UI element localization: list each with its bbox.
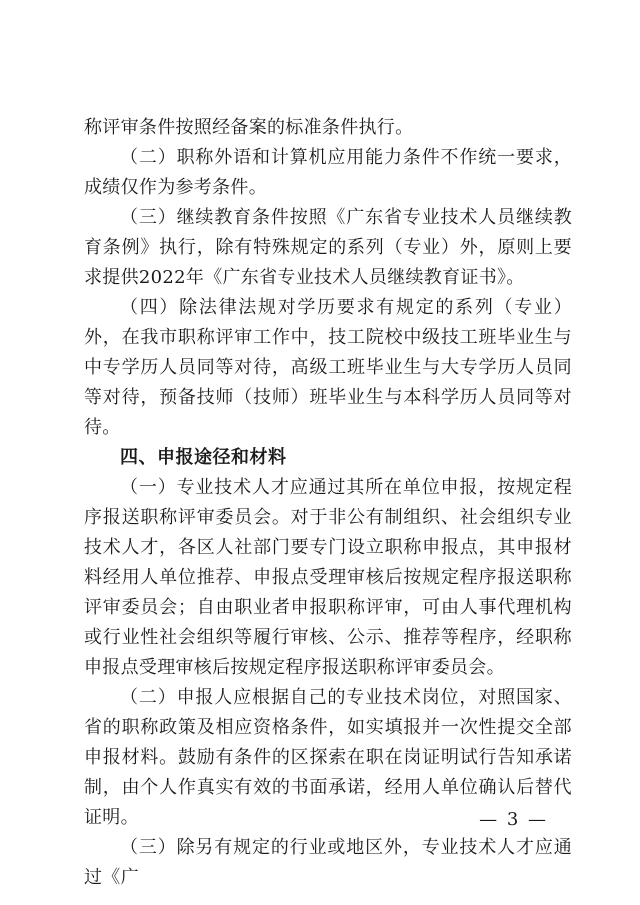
paragraph-applicant-materials: （二）申报人应根据自己的专业技术岗位，对照国家、省的职称政策及相应资格条件，如实填报并一次性提交全部申报材料。鼓励有条件的区探索在职在岗证明试行告知承诺制，由个人作真实有效的书面承诺，经用人单位确认后替代证明。	[84, 687, 572, 828]
document-body	[84, 113, 572, 893]
paragraph-other-industries: （三）除另有规定的行业或地区外，专业技术人才应通过《广	[84, 837, 572, 888]
paragraph-foreign-language-condition: （二）职称外语和计算机应用能力条件不作统一要求，成绩仅作为参考条件。	[84, 147, 572, 198]
page-number: — 3 —	[479, 809, 548, 830]
paragraph-application-via-employer: （一）专业技术人才应通过其所在单位申报，按规定程序报送职称评审委员会。对于非公有制组织、社会组织专业技术人才，各区人社部门要专门设立职称申报点，其申报材料经用人单位推荐、申报点受理审核后按规定程序报送职称评审委员会；自由职业者申报职称评审，可由人事代理机构或行业性社会组织等履行审核、公示、推荐等程序，经职称申报点受理审核后按规定程序报送职称评审委员会。	[84, 477, 572, 678]
section-heading-application-channels: 四、申报途径和材料	[120, 447, 287, 468]
paragraph-continuing-education-condition: （三）继续教育条件按照《广东省专业技术人员继续教育条例》执行，除有特殊规定的系列（专业）外，原则上要求提供2022年《广东省专业技术人员继续教育证书》。	[84, 207, 572, 288]
paragraph-continuation: 称评审条件按照经备案的标准条件执行。	[84, 117, 414, 138]
paragraph-education-equivalence: （四）除法律法规对学历要求有规定的系列（专业）外，在我市职称评审工作中，技工院校中级技工班毕业生与中专学历人员同等对待，高级工班毕业生与大专学历人员同等对待，预备技师（技师）班毕业生与本科学历人员同等对待。	[84, 297, 572, 438]
